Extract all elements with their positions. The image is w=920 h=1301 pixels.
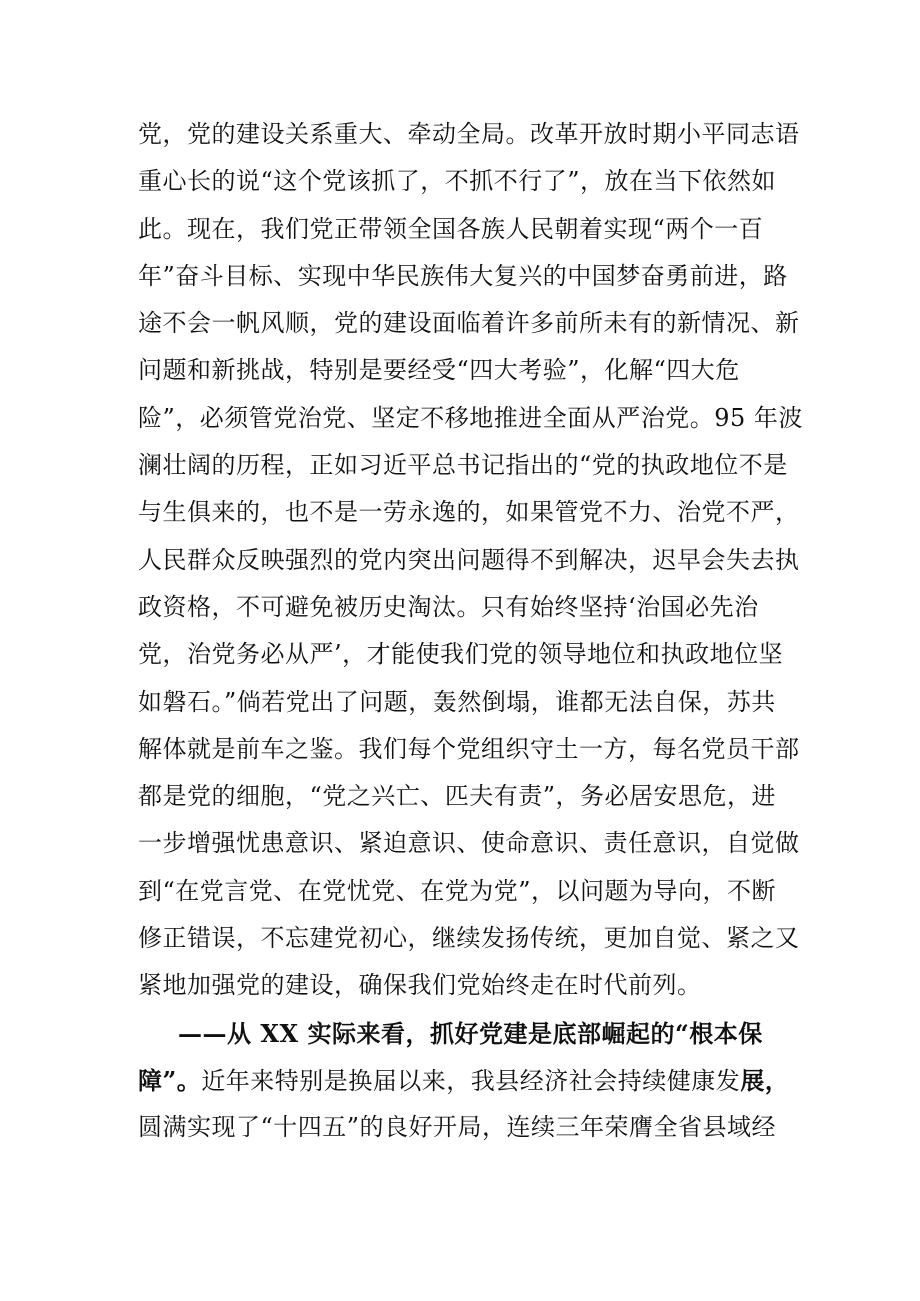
text-line: 人民群众反映强烈的党内突出问题得不到解决，迟早会失去执 xyxy=(138,545,800,574)
text-line: 紧地加强党的建设，确保我们党始终走在时代前列。 xyxy=(138,971,702,1000)
text-line: 一步增强忧患意识、紧迫意识、使命意识、责任意识，自觉做 xyxy=(138,829,800,858)
text-line: 党，党的建设关系重大、牵动全局。改革开放时期小平同志语 xyxy=(138,120,800,148)
text-line: 与生俱来的，也不是一劳永逸的，如果管党不力、治党不严， xyxy=(138,498,800,527)
text-line: 澜壮阔的历程，正如习近平总书记指出的“党的执政地位不是 xyxy=(138,451,788,480)
text-line: 此。现在，我们党正带领全国各族人民朝着实现“两个一百 xyxy=(138,214,764,243)
section-heading-end: 障”。 xyxy=(138,1065,202,1095)
text-line: 如磐石。”倘若党出了问题，轰然倒塌，谁都无法自保，苏共 xyxy=(138,687,776,716)
text-line: 年”奋斗目标、实现中华民族伟大复兴的中国梦奋勇前进，路 xyxy=(138,261,788,290)
section-text: 近年来特别是换届以来，我县经济社会持续健康发 xyxy=(201,1066,741,1095)
text-line: 都是党的细胞，“党之兴亡、匹夫有责”，务必居安思危，进 xyxy=(138,782,777,811)
text-line: 到“在党言党、在党忧党、在党为党”，以问题为导向，不断 xyxy=(138,876,777,905)
text-line: 险”，必须管党治党、坚定不移地推进全面从严治党。95 年波 xyxy=(138,403,803,432)
section-line xyxy=(138,1057,790,1104)
text-line: 重心长的说“这个党该抓了，不抓不行了”，放在当下依然如 xyxy=(138,167,777,196)
text-line: 修正错误，不忘建党初心，继续发扬传统，更加自觉、紧之又 xyxy=(138,924,800,953)
text-line: 解体就是前车之鉴。我们每个党组织守土一方，每名党员干部 xyxy=(138,734,800,763)
text-line: 问题和新挑战，特别是要经受“四大考验”，化解“四大危 xyxy=(138,356,740,385)
text-line: 党，治党务必从严’，才能使我们党的领导地位和执政地位坚 xyxy=(138,640,784,669)
text-line: 途不会一帆风顺，党的建设面临着许多前所未有的新情况、新 xyxy=(138,309,800,338)
section-heading: ——从 XX 实际来看，抓好党建是底部崛起的“根本保 xyxy=(178,1018,763,1048)
section-text-bold: 展， xyxy=(740,1065,790,1095)
text-line: 圆满实现了“十四五”的良好开局，连续三年荣膺全省县域经 xyxy=(138,1113,777,1142)
text-line: 政资格，不可避免被历史淘汰。只有始终坚持‘治国必先治 xyxy=(138,592,759,621)
body-text xyxy=(138,111,803,1152)
